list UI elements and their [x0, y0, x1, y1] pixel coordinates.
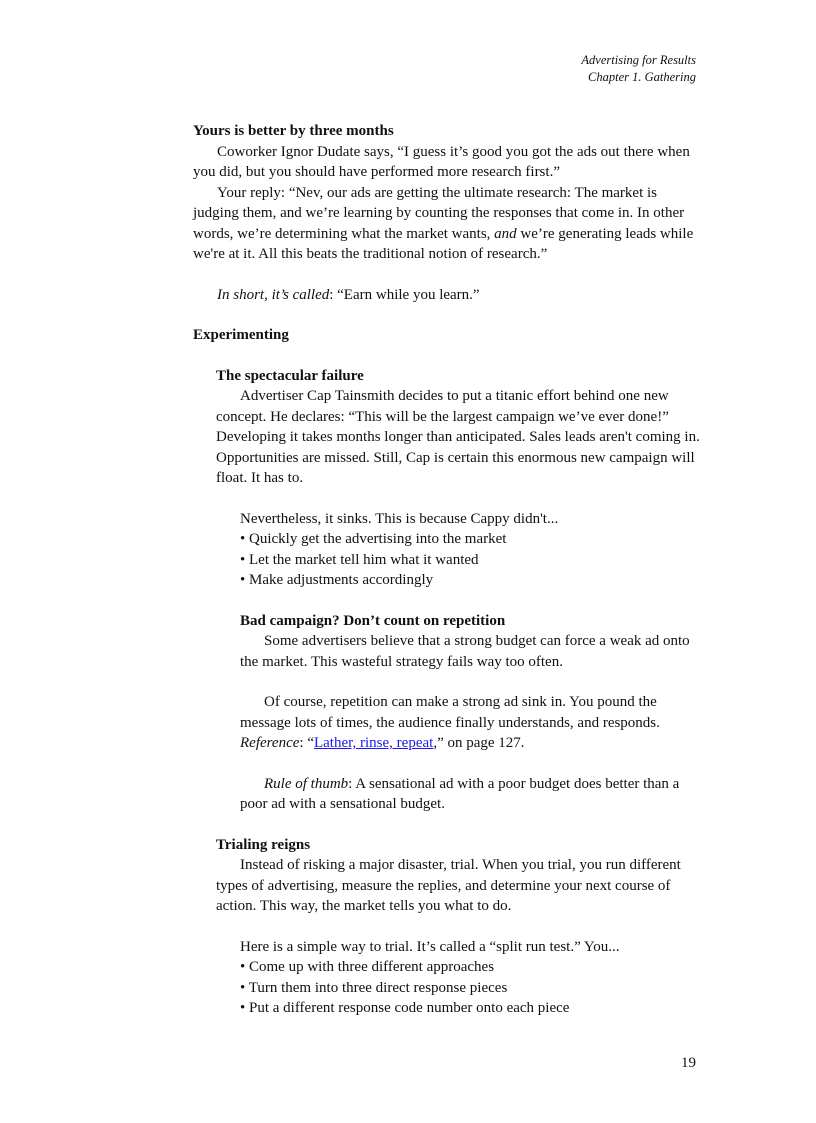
list-item: • Let the market tell him what it wanted [240, 551, 479, 568]
chapter-title: Chapter 1. Gathering [588, 70, 696, 84]
rule-of-thumb-label: Rule of thumb [264, 775, 349, 792]
running-header [581, 52, 696, 86]
section-heading-three-months: Yours is better by three months [193, 123, 394, 139]
split-run-block [240, 937, 703, 1019]
repetition-text: Of course, repetition can make a strong ad sink in. You pound the message lots of times, the audience finally understands, and responds. [240, 694, 660, 731]
reference-post: ,” on page 127. [433, 735, 525, 751]
subheading-spectacular-failure: The spectacular failure [216, 367, 364, 384]
reference-label: Reference [240, 735, 300, 751]
rule-of-thumb-text: : A sensational ad with a poor budget does better than a poor ad with a sensational budget. [240, 775, 680, 812]
section-heading-experimenting: Experimenting [193, 327, 289, 343]
list-item: • Come up with three different approaches [240, 959, 495, 975]
sinks-block [240, 509, 703, 591]
reference-pre: : “ [299, 735, 314, 751]
page-number: 19 [681, 1055, 696, 1071]
reply-text-a: Your reply: “Nev, our ads are getting the ultimate research: The market is judging them, and we’re learning by counting the responses that come in. In other words, we’re determining what the market wants, [193, 184, 685, 242]
paragraph-coworker: Coworker Ignor Dudate says, “I guess it’s good you got the ads out there when you did, but you should have performed more research first.” [193, 143, 690, 180]
list-item: • Turn them into three direct response pieces [240, 979, 508, 996]
in-short-text: : “Earn while you learn.” [329, 286, 480, 303]
subsection-spectacular-failure [216, 366, 703, 1019]
paragraph-strong-budget: Some advertisers believe that a strong budget can force a weak ad onto the market. This wasteful strategy fails way too often. [240, 633, 690, 670]
paragraph-reply [193, 183, 703, 265]
subsection-repetition [240, 611, 703, 815]
reply-emphasis: and [494, 225, 517, 242]
reply-text-b: we’re generating leads while we're at it. All this beats the traditional notion of research.” [193, 225, 694, 262]
paragraph-split-run: Here is a simple way to trial. It’s called a “split run test.” You... [240, 938, 620, 955]
page-content [193, 121, 703, 1019]
list-item: • Put a different response code number onto each piece [240, 1000, 570, 1016]
paragraph-in-short [193, 285, 703, 306]
list-item: • Make adjustments accordingly [240, 572, 434, 588]
paragraph-trial: Instead of risking a major disaster, trial. When you trial, you run different types of advertising, measure the replies, and determine your next course of action. This way, the market tells you what to do. [216, 857, 681, 914]
list-item: • Quickly get the advertising into the market [240, 531, 507, 547]
book-title: Advertising for Results [581, 53, 696, 67]
paragraph-sinks: Nevertheless, it sinks. This is because Cappy didn't... [240, 510, 559, 527]
subheading-repetition: Bad campaign? Don’t count on repetition [240, 612, 506, 629]
in-short-label: In short, it’s called [217, 286, 330, 303]
reference-link[interactable]: Lather, rinse, repeat [313, 735, 434, 751]
paragraph-repetition [240, 692, 703, 754]
paragraph-cap-tainsmith: Advertiser Cap Tainsmith decides to put a titanic effort behind one new concept. He declares: “This will be the largest campaign we’ve ever done!” Developing it takes months longer than anticipated. Sales leads aren't coming in. Opportunities are missed. Still, Cap is certain this enormous new campaign will float. It has to. [216, 388, 700, 486]
paragraph-rule-of-thumb [240, 774, 703, 815]
subheading-trialing-reigns: Trialing reigns [216, 836, 311, 853]
